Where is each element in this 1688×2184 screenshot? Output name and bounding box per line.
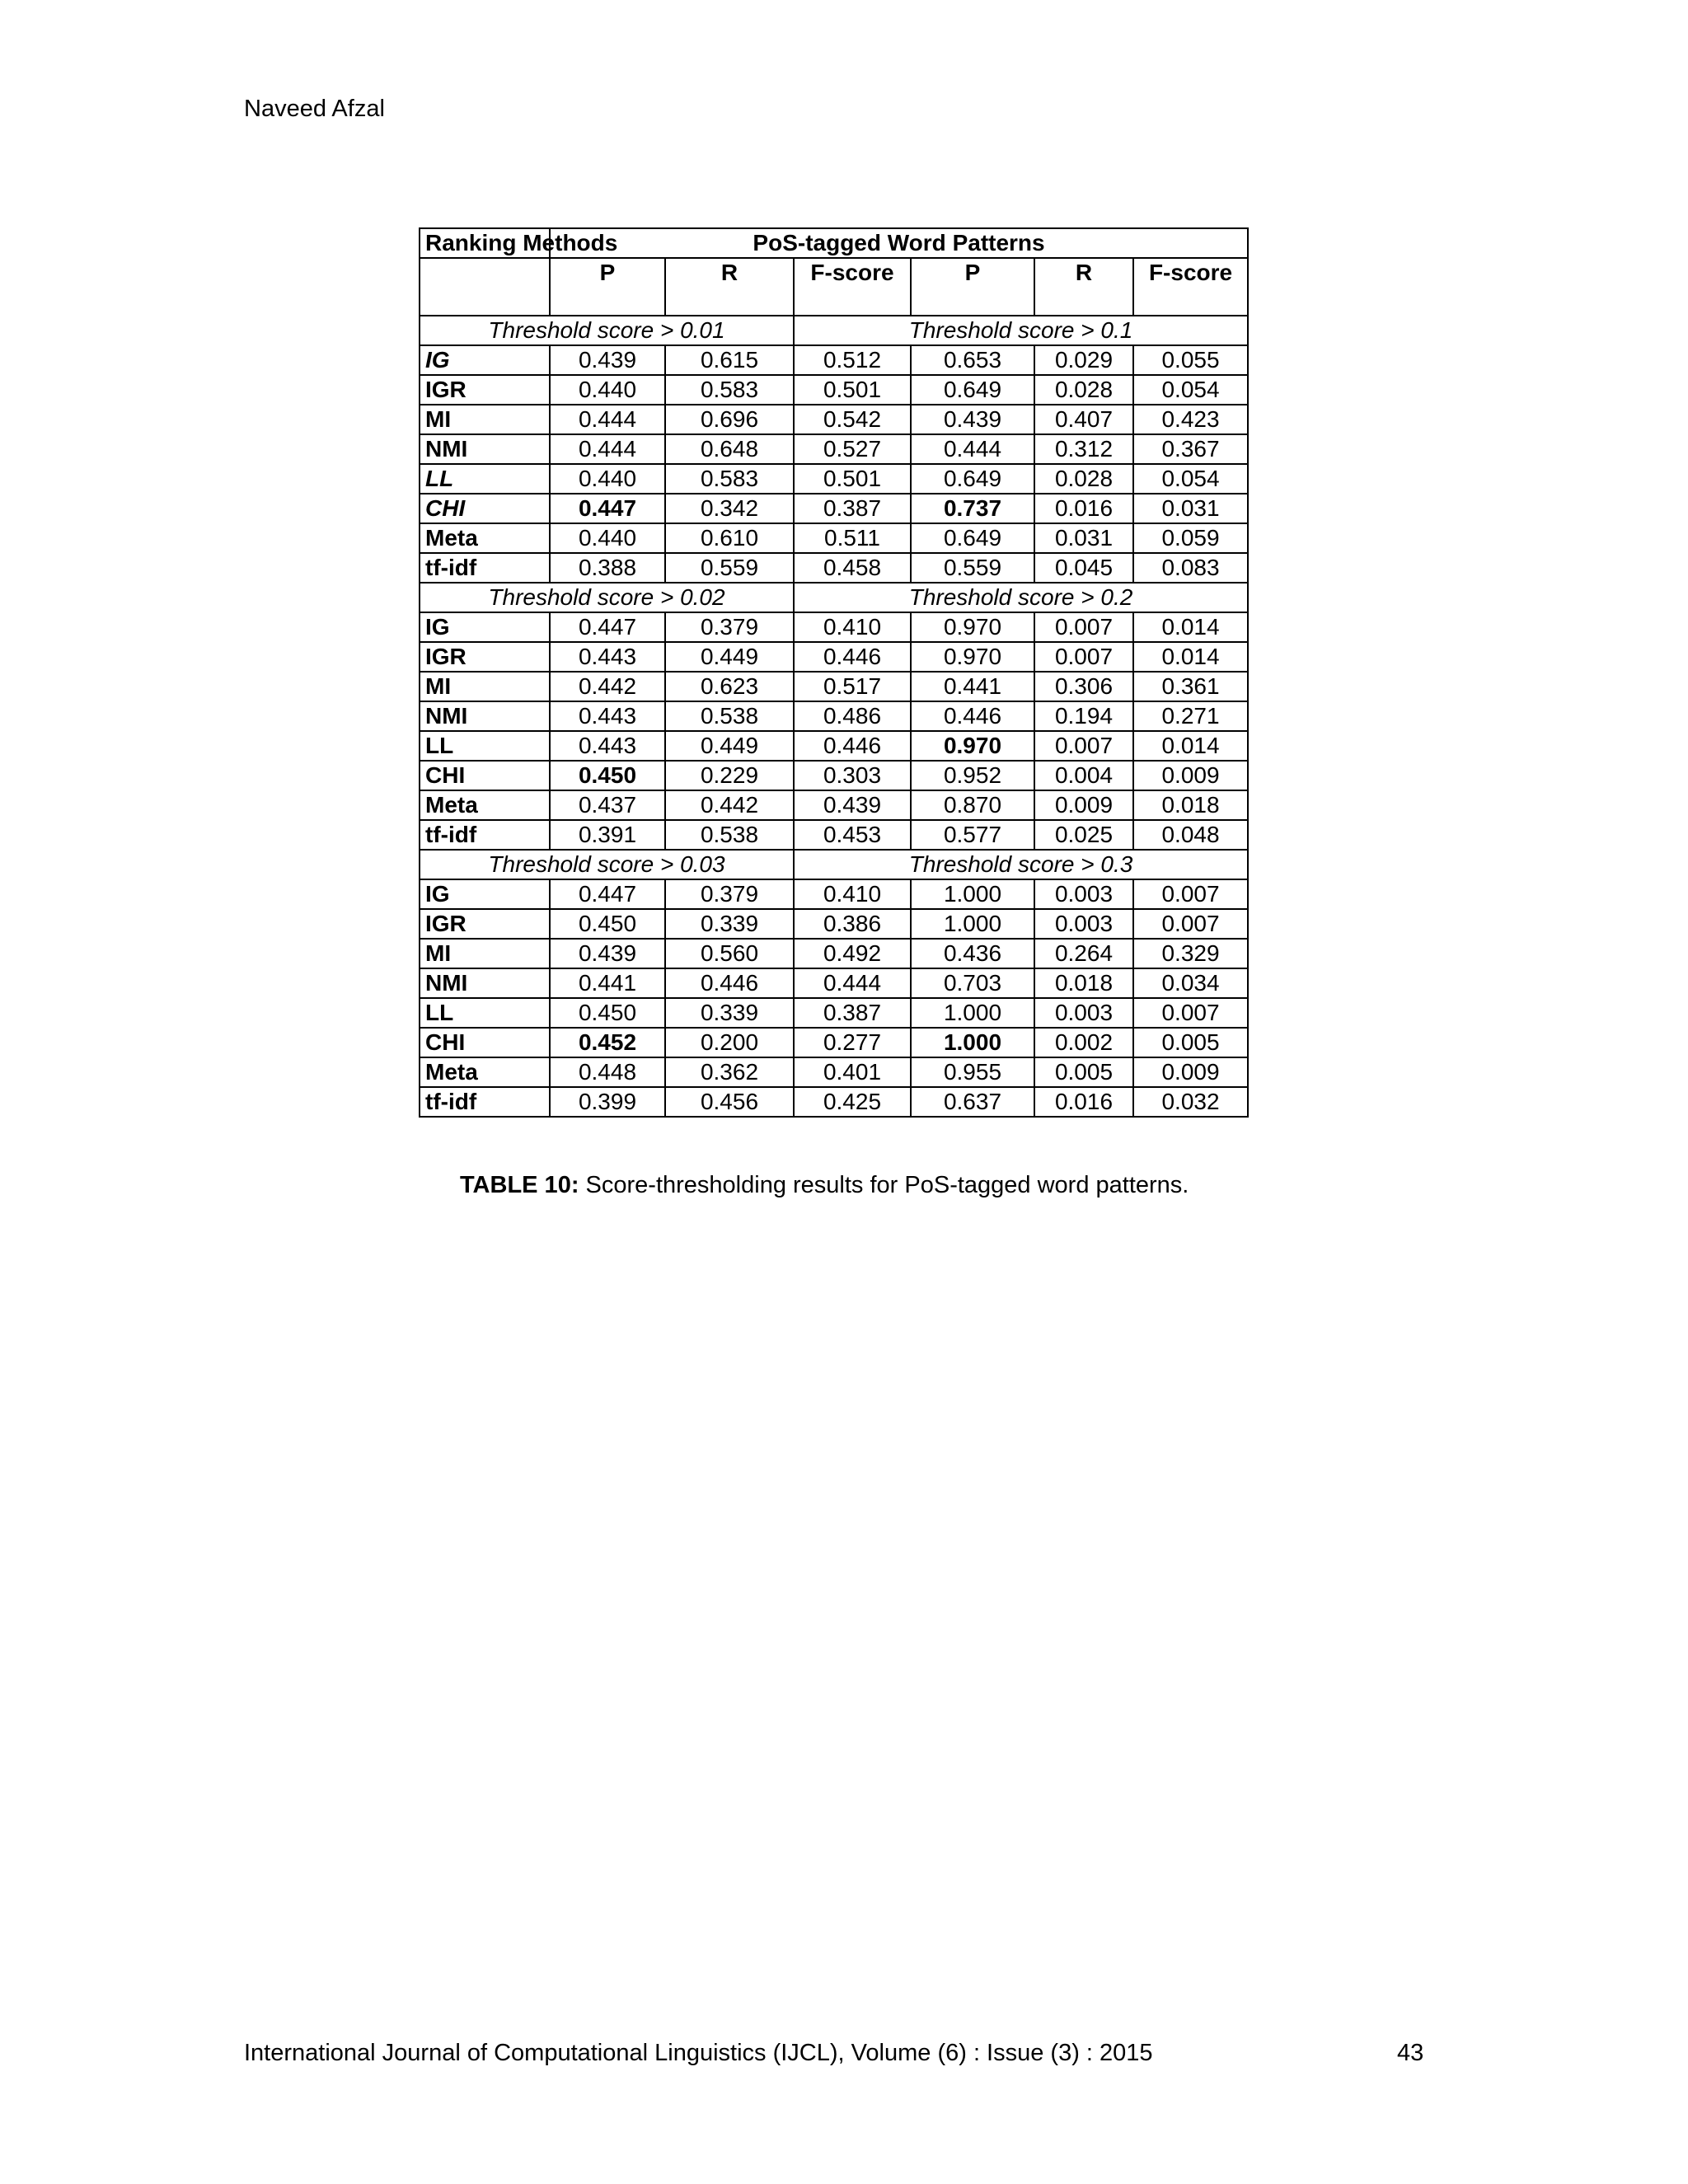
value-cell: 0.194 — [1034, 701, 1133, 731]
column-header-fscore-left: F-score — [794, 258, 911, 316]
value-cell: 0.002 — [1034, 1028, 1133, 1057]
value-cell: 0.277 — [794, 1028, 911, 1057]
value-cell: 0.018 — [1034, 968, 1133, 998]
value-cell: 0.055 — [1133, 345, 1248, 375]
method-cell: tf-idf — [420, 553, 550, 583]
threshold-row — [420, 583, 1248, 612]
value-cell: 0.342 — [665, 494, 794, 523]
value-cell: 0.649 — [911, 523, 1034, 553]
table-caption-label: TABLE 10: — [460, 1172, 579, 1198]
value-cell: 0.007 — [1133, 909, 1248, 939]
value-cell: 0.264 — [1034, 939, 1133, 968]
threshold-label-right: Threshold score > 0.1 — [794, 316, 1248, 345]
table-title: PoS-tagged Word Patterns — [550, 228, 1248, 258]
value-cell: 0.007 — [1034, 612, 1133, 642]
value-cell: 0.423 — [1133, 405, 1248, 434]
value-cell: 0.450 — [550, 761, 665, 790]
value-cell: 0.696 — [665, 405, 794, 434]
value-cell: 0.443 — [550, 642, 665, 672]
value-cell: 0.623 — [665, 672, 794, 701]
value-cell: 0.361 — [1133, 672, 1248, 701]
value-cell: 0.003 — [1034, 998, 1133, 1028]
value-cell: 0.952 — [911, 761, 1034, 790]
threshold-label-left: Threshold score > 0.02 — [420, 583, 794, 612]
value-cell: 0.391 — [550, 820, 665, 850]
table-row — [420, 345, 1248, 375]
method-cell: IGR — [420, 909, 550, 939]
value-cell: 0.016 — [1034, 494, 1133, 523]
value-cell: 0.339 — [665, 909, 794, 939]
value-cell: 1.000 — [911, 998, 1034, 1028]
table-row — [420, 820, 1248, 850]
value-cell: 0.440 — [550, 523, 665, 553]
threshold-label-right: Threshold score > 0.2 — [794, 583, 1248, 612]
value-cell: 0.009 — [1133, 1057, 1248, 1087]
value-cell: 0.456 — [665, 1087, 794, 1117]
method-cell: CHI — [420, 761, 550, 790]
value-cell: 0.045 — [1034, 553, 1133, 583]
threshold-label-left: Threshold score > 0.01 — [420, 316, 794, 345]
value-cell: 0.653 — [911, 345, 1034, 375]
value-cell: 0.312 — [1034, 434, 1133, 464]
value-cell: 0.440 — [550, 375, 665, 405]
table-row — [420, 939, 1248, 968]
value-cell: 0.329 — [1133, 939, 1248, 968]
method-cell: IG — [420, 612, 550, 642]
table-title-row — [420, 228, 1248, 258]
table-caption-text: Score-thresholding results for PoS-tagged word patterns. — [579, 1172, 1189, 1198]
column-header-p-left: P — [550, 258, 665, 316]
value-cell: 0.648 — [665, 434, 794, 464]
value-cell: 0.449 — [665, 642, 794, 672]
value-cell: 0.031 — [1034, 523, 1133, 553]
value-cell: 0.444 — [794, 968, 911, 998]
table-row — [420, 761, 1248, 790]
method-cell: MI — [420, 405, 550, 434]
value-cell: 0.007 — [1034, 731, 1133, 761]
value-cell: 0.379 — [665, 879, 794, 909]
value-cell: 0.955 — [911, 1057, 1034, 1087]
value-cell: 0.018 — [1133, 790, 1248, 820]
value-cell: 0.542 — [794, 405, 911, 434]
value-cell: 0.407 — [1034, 405, 1133, 434]
method-cell: IG — [420, 879, 550, 909]
column-header-empty — [420, 258, 550, 316]
value-cell: 0.501 — [794, 464, 911, 494]
table-row — [420, 1028, 1248, 1057]
method-cell: tf-idf — [420, 820, 550, 850]
value-cell: 0.387 — [794, 998, 911, 1028]
table-caption — [460, 1174, 1189, 1197]
value-cell: 0.453 — [794, 820, 911, 850]
running-head-author: Naveed Afzal — [244, 96, 385, 122]
table-row — [420, 612, 1248, 642]
method-cell: NMI — [420, 968, 550, 998]
value-cell: 1.000 — [911, 1028, 1034, 1057]
value-cell: 0.447 — [550, 879, 665, 909]
table-row — [420, 672, 1248, 701]
value-cell: 0.401 — [794, 1057, 911, 1087]
column-header-r-left: R — [665, 258, 794, 316]
method-cell: Meta — [420, 1057, 550, 1087]
value-cell: 0.410 — [794, 612, 911, 642]
value-cell: 1.000 — [911, 909, 1034, 939]
value-cell: 0.439 — [794, 790, 911, 820]
value-cell: 0.003 — [1034, 909, 1133, 939]
threshold-row — [420, 316, 1248, 345]
value-cell: 0.560 — [665, 939, 794, 968]
value-cell: 0.870 — [911, 790, 1034, 820]
value-cell: 0.447 — [550, 494, 665, 523]
value-cell: 0.615 — [665, 345, 794, 375]
footer-journal: International Journal of Computational Linguistics (IJCL), Volume (6) : Issue (3) : 2015 — [244, 2040, 1153, 2066]
table-row — [420, 464, 1248, 494]
value-cell: 0.442 — [550, 672, 665, 701]
value-cell: 0.559 — [665, 553, 794, 583]
value-cell: 0.007 — [1133, 879, 1248, 909]
value-cell: 0.200 — [665, 1028, 794, 1057]
method-cell: LL — [420, 731, 550, 761]
value-cell: 0.048 — [1133, 820, 1248, 850]
method-cell: NMI — [420, 434, 550, 464]
method-cell: CHI — [420, 1028, 550, 1057]
method-cell: LL — [420, 464, 550, 494]
value-cell: 0.028 — [1034, 375, 1133, 405]
value-cell: 0.386 — [794, 909, 911, 939]
table-row — [420, 701, 1248, 731]
value-cell: 0.003 — [1034, 879, 1133, 909]
value-cell: 0.016 — [1034, 1087, 1133, 1117]
value-cell: 0.025 — [1034, 820, 1133, 850]
value-cell: 0.450 — [550, 998, 665, 1028]
value-cell: 0.014 — [1133, 731, 1248, 761]
value-cell: 0.229 — [665, 761, 794, 790]
value-cell: 0.014 — [1133, 642, 1248, 672]
value-cell: 0.436 — [911, 939, 1034, 968]
value-cell: 0.449 — [665, 731, 794, 761]
method-cell: IGR — [420, 375, 550, 405]
column-header-p-right: P — [911, 258, 1034, 316]
table-row — [420, 909, 1248, 939]
value-cell: 0.054 — [1133, 464, 1248, 494]
table-row — [420, 731, 1248, 761]
table-row — [420, 405, 1248, 434]
table-row — [420, 553, 1248, 583]
value-cell: 0.009 — [1034, 790, 1133, 820]
value-cell: 0.059 — [1133, 523, 1248, 553]
value-cell: 0.444 — [550, 434, 665, 464]
value-cell: 0.970 — [911, 642, 1034, 672]
value-cell: 0.610 — [665, 523, 794, 553]
value-cell: 0.014 — [1133, 612, 1248, 642]
value-cell: 0.441 — [550, 968, 665, 998]
table-row — [420, 642, 1248, 672]
method-cell: Meta — [420, 523, 550, 553]
value-cell: 0.388 — [550, 553, 665, 583]
value-cell: 0.446 — [794, 642, 911, 672]
value-cell: 0.446 — [665, 968, 794, 998]
value-cell: 0.501 — [794, 375, 911, 405]
table-row — [420, 494, 1248, 523]
table-row — [420, 998, 1248, 1028]
value-cell: 0.444 — [911, 434, 1034, 464]
method-cell: IG — [420, 345, 550, 375]
value-cell: 0.005 — [1034, 1057, 1133, 1087]
method-cell: tf-idf — [420, 1087, 550, 1117]
value-cell: 0.511 — [794, 523, 911, 553]
column-header-row — [420, 258, 1248, 316]
value-cell: 1.000 — [911, 879, 1034, 909]
value-cell: 0.007 — [1133, 998, 1248, 1028]
results-table — [419, 227, 1249, 1118]
threshold-row — [420, 850, 1248, 879]
value-cell: 0.425 — [794, 1087, 911, 1117]
value-cell: 0.032 — [1133, 1087, 1248, 1117]
value-cell: 0.028 — [1034, 464, 1133, 494]
value-cell: 0.303 — [794, 761, 911, 790]
value-cell: 0.005 — [1133, 1028, 1248, 1057]
table-row — [420, 1057, 1248, 1087]
value-cell: 0.444 — [550, 405, 665, 434]
value-cell: 0.054 — [1133, 375, 1248, 405]
value-cell: 0.583 — [665, 464, 794, 494]
value-cell: 0.649 — [911, 464, 1034, 494]
value-cell: 0.447 — [550, 612, 665, 642]
table-row — [420, 968, 1248, 998]
value-cell: 0.970 — [911, 612, 1034, 642]
value-cell: 0.271 — [1133, 701, 1248, 731]
value-cell: 0.439 — [550, 939, 665, 968]
value-cell: 0.446 — [794, 731, 911, 761]
value-cell: 0.486 — [794, 701, 911, 731]
value-cell: 0.442 — [665, 790, 794, 820]
value-cell: 0.446 — [911, 701, 1034, 731]
table-row — [420, 790, 1248, 820]
value-cell: 0.577 — [911, 820, 1034, 850]
value-cell: 0.379 — [665, 612, 794, 642]
value-cell: 0.452 — [550, 1028, 665, 1057]
value-cell: 0.439 — [550, 345, 665, 375]
value-cell: 0.439 — [911, 405, 1034, 434]
method-cell: IGR — [420, 642, 550, 672]
column-header-fscore-right: F-score — [1133, 258, 1248, 316]
value-cell: 0.007 — [1034, 642, 1133, 672]
value-cell: 0.440 — [550, 464, 665, 494]
value-cell: 0.083 — [1133, 553, 1248, 583]
value-cell: 0.441 — [911, 672, 1034, 701]
method-cell: CHI — [420, 494, 550, 523]
value-cell: 0.362 — [665, 1057, 794, 1087]
footer-page-number: 43 — [1397, 2040, 1424, 2066]
value-cell: 0.559 — [911, 553, 1034, 583]
ranking-methods-header: Ranking Methods — [420, 228, 550, 258]
method-cell: LL — [420, 998, 550, 1028]
value-cell: 0.437 — [550, 790, 665, 820]
value-cell: 0.034 — [1133, 968, 1248, 998]
value-cell: 0.737 — [911, 494, 1034, 523]
value-cell: 0.649 — [911, 375, 1034, 405]
value-cell: 0.703 — [911, 968, 1034, 998]
column-header-r-right: R — [1034, 258, 1133, 316]
value-cell: 0.492 — [794, 939, 911, 968]
value-cell: 0.399 — [550, 1087, 665, 1117]
table-row — [420, 375, 1248, 405]
value-cell: 0.009 — [1133, 761, 1248, 790]
value-cell: 0.970 — [911, 731, 1034, 761]
value-cell: 0.538 — [665, 820, 794, 850]
value-cell: 0.450 — [550, 909, 665, 939]
value-cell: 0.448 — [550, 1057, 665, 1087]
value-cell: 0.512 — [794, 345, 911, 375]
value-cell: 0.443 — [550, 701, 665, 731]
value-cell: 0.367 — [1133, 434, 1248, 464]
value-cell: 0.517 — [794, 672, 911, 701]
method-cell: NMI — [420, 701, 550, 731]
method-cell: MI — [420, 939, 550, 968]
value-cell: 0.458 — [794, 553, 911, 583]
table-row — [420, 523, 1248, 553]
value-cell: 0.443 — [550, 731, 665, 761]
table-row — [420, 879, 1248, 909]
value-cell: 0.029 — [1034, 345, 1133, 375]
value-cell: 0.306 — [1034, 672, 1133, 701]
value-cell: 0.527 — [794, 434, 911, 464]
value-cell: 0.339 — [665, 998, 794, 1028]
value-cell: 0.538 — [665, 701, 794, 731]
value-cell: 0.004 — [1034, 761, 1133, 790]
value-cell: 0.387 — [794, 494, 911, 523]
method-cell: MI — [420, 672, 550, 701]
threshold-label-left: Threshold score > 0.03 — [420, 850, 794, 879]
table-row — [420, 434, 1248, 464]
threshold-label-right: Threshold score > 0.3 — [794, 850, 1248, 879]
method-cell: Meta — [420, 790, 550, 820]
results-table-body — [420, 228, 1248, 1117]
value-cell: 0.410 — [794, 879, 911, 909]
value-cell: 0.637 — [911, 1087, 1034, 1117]
value-cell: 0.583 — [665, 375, 794, 405]
table-row — [420, 1087, 1248, 1117]
value-cell: 0.031 — [1133, 494, 1248, 523]
